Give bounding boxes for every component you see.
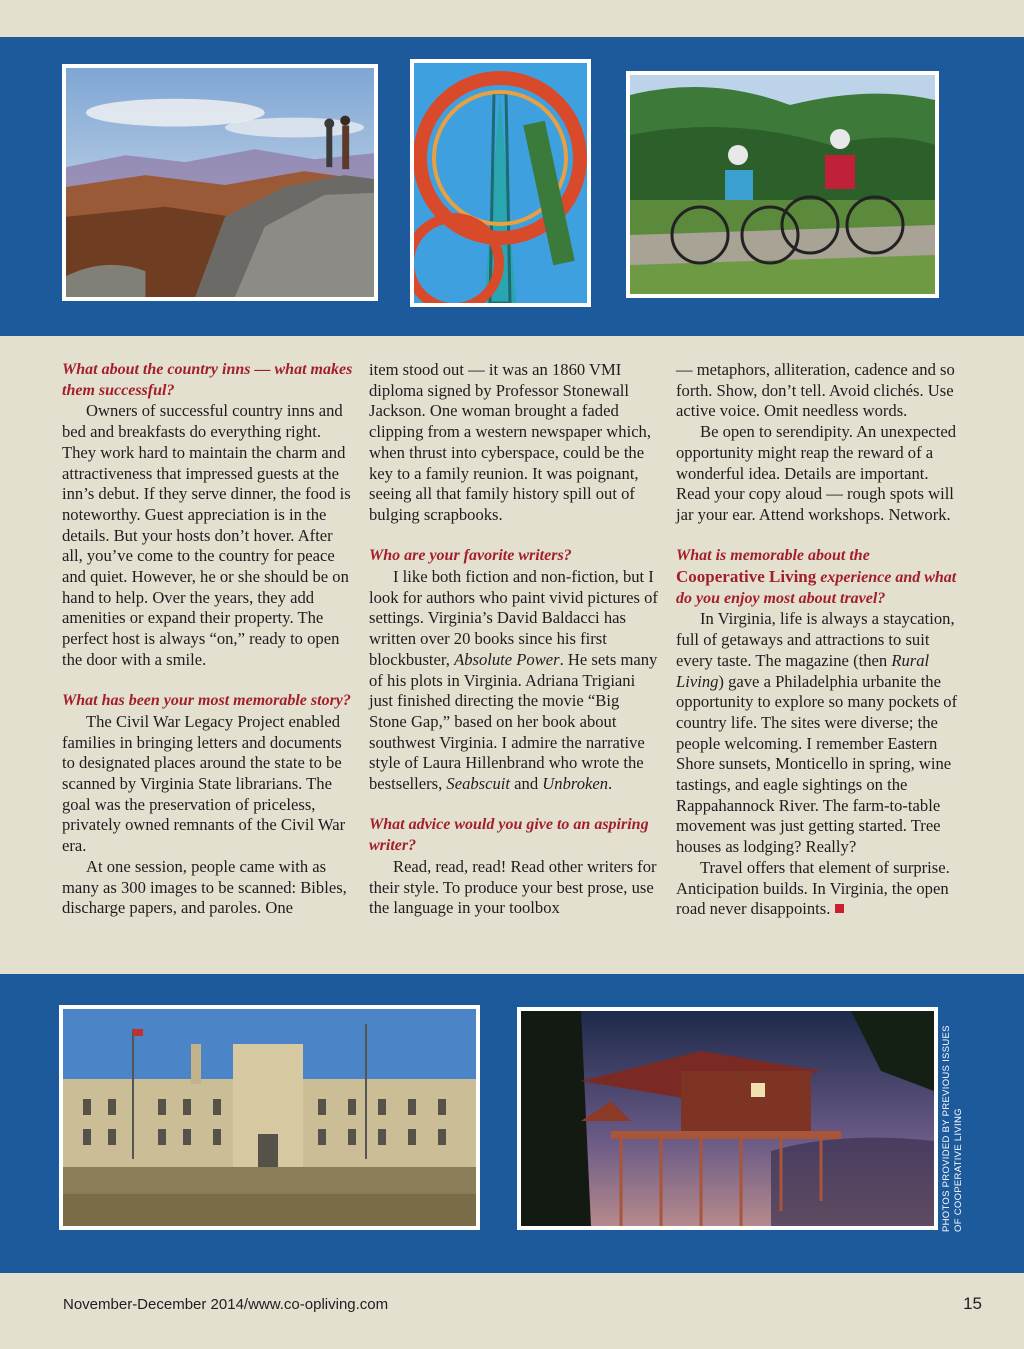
- tree-house-photo: [517, 1007, 938, 1230]
- article-column-1: [62, 360, 354, 919]
- answer-paragraph: Travel offers that element of surprise. Anticipation builds. In Virginia, the open road never disappoints.: [676, 857, 950, 919]
- magazine-name: Cooperative Living: [676, 567, 817, 587]
- photo-credit: PHOTOS PROVIDED BY PREVIOUS ISSUES OF COOPERATIVE LIVING: [941, 1025, 964, 1232]
- magazine-title: Rural Living: [676, 650, 930, 691]
- question-heading: What is memorable about the Cooperative Living experience and what do you enjoy most about travel?: [676, 547, 957, 607]
- answer-paragraph: Be open to serendipity. An unexpected opportunity might reap the reward of a wonderful idea. Details are important. Read your copy aloud — rough spots will jar your ear. Attend workshops. Network.: [676, 422, 957, 524]
- vmi-barracks-photo: [59, 1005, 480, 1230]
- issue-footer: November-December 2014/www.co-opliving.com: [63, 1296, 389, 1313]
- article-column-3: [676, 360, 958, 920]
- question-heading: What has been your most memorable story?: [62, 692, 351, 710]
- question-heading: Who are your favorite writers?: [369, 547, 572, 565]
- book-title: Seabscuit: [446, 774, 511, 794]
- bicycling-couple-photo: [626, 71, 939, 298]
- answer-paragraph: Owners of successful country inns and bed and breakfasts do everything right. They work hard to maintain the charm and attractiveness that impressed guests at the inn’s debut. If they serve dinner, the food is noteworthy. Guest appreciation is in the details. But your hosts don’t hover. After all, you’ve come to the country for peace and quiet. However, he or she should be on hand to help. Over the years, they add amenities or expand their property. The perfect host is always “on,” ready to open the door with a smile.: [62, 401, 351, 669]
- answer-paragraph: The Civil War Legacy Project enabled families in bringing letters and documents to designated places around the state to be scanned by Virginia State librarians. The goal was the preservation of priceless, privately owned remnants of the Civil War era.: [62, 711, 346, 856]
- mountain-overlook-photo: [62, 64, 378, 301]
- end-of-article-mark: [835, 904, 844, 913]
- question-heading: What advice would you give to an aspiring writer?: [369, 816, 649, 855]
- roller-coaster-photo: [410, 59, 591, 307]
- article-column-2: [369, 360, 661, 919]
- question-heading: What about the country inns — what makes them successful?: [62, 361, 353, 399]
- book-title: Absolute Power: [454, 649, 560, 669]
- answer-paragraph: In Virginia, life is always a staycation, full of getaways and attractions to suit every taste. The magazine (then Rural Living) gave a Philadelphia urbanite the opportunity to explore so many pockets of country life. The sites were diverse; the people welcoming. I remember Eastern Shore sunsets, Monticello in spring, wine tastings, and eagle sightings on the Rappahannock River. The farm-to-table movement was just getting started. Tree houses as lodging? Really?: [676, 609, 958, 857]
- answer-paragraph: item stood out — it was an 1860 VMI diploma signed by Professor Stonewall Jackson. One woman brought a faded clipping from a western newspaper which, when thrust into cyberspace, could be the key to a family reunion. It was poignant, seeing all that family history spill out of bulging scrapbooks.: [369, 360, 652, 524]
- page-number: 15: [963, 1294, 982, 1313]
- answer-paragraph: Read, read, read! Read other writers for their style. To produce your best prose, use the language in your toolbox: [369, 856, 657, 918]
- answer-paragraph: I like both fiction and non-fiction, but I look for authors who paint vivid pictures of settings. Virginia’s David Baldacci has written over 20 books since his first blockbuster, Absolute Power. He sets many of his plots in Virginia. Adriana Trigiani just finished directing the movie “Big Stone Gap,” based on her book about southwest Virginia. I admire the narrative style of Laura Hillenbrand who wrote the bestsellers, Seabscuit and Unbroken.: [369, 567, 658, 794]
- book-title: Unbroken: [542, 774, 609, 794]
- answer-paragraph: At one session, people came with as many as 300 images to be scanned: Bibles, discharge papers, and paroles. One: [62, 856, 347, 918]
- answer-paragraph: — metaphors, alliteration, cadence and so forth. Show, don’t tell. Avoid clichés. Use active voice. Omit needless words.: [676, 360, 955, 421]
